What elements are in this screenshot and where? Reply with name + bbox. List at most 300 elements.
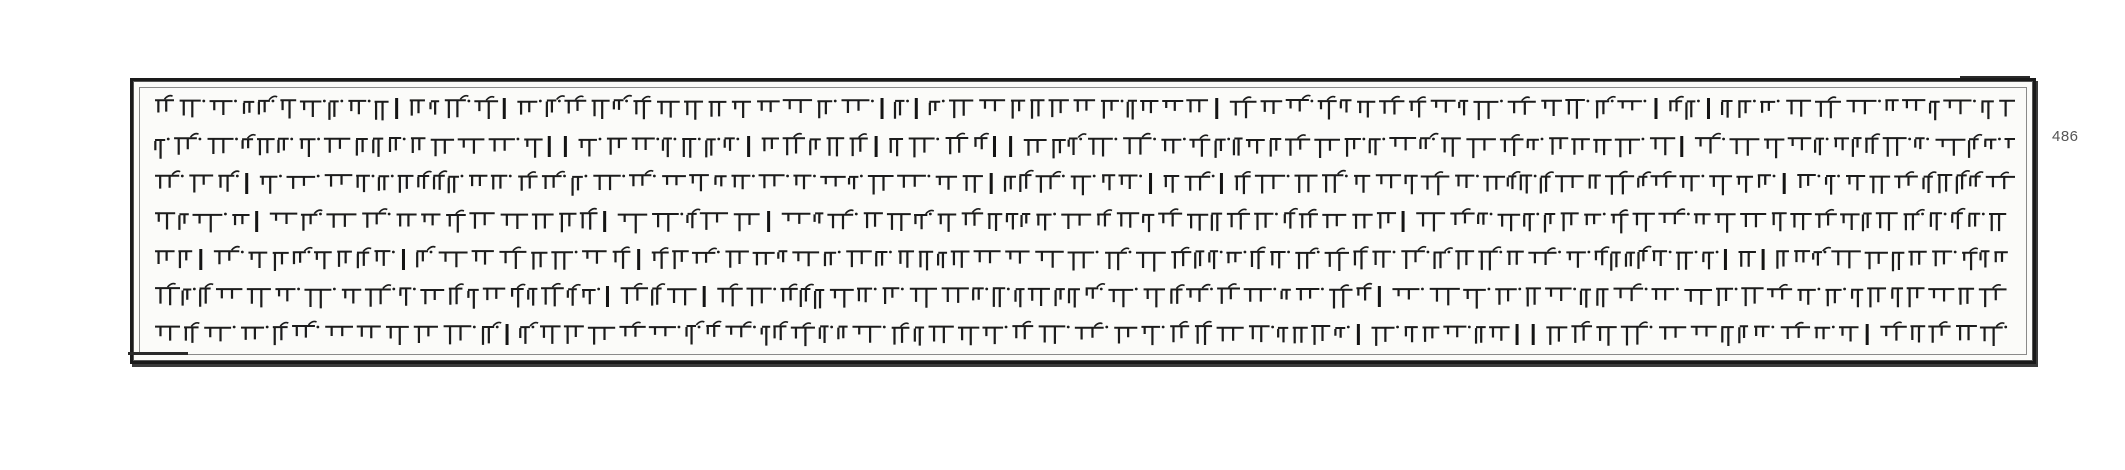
script-glyph [1593, 139, 1611, 155]
script-glyph [875, 251, 887, 266]
tsheg-dot [698, 326, 701, 329]
script-glyph [1969, 176, 1981, 187]
script-glyph [791, 327, 815, 347]
script-glyph [375, 101, 389, 121]
vowel-mark [1338, 171, 1346, 175]
script-glyph [1187, 214, 1208, 231]
manuscript-folio [130, 78, 2036, 364]
script-glyph [546, 100, 557, 118]
script-glyph [817, 100, 832, 118]
script-glyph [1540, 176, 1551, 194]
script-glyph [1932, 250, 1952, 266]
tsheg-dot [656, 137, 659, 140]
script-glyph [958, 327, 979, 346]
script-glyph [1527, 138, 1539, 149]
script-glyph [1968, 213, 1980, 227]
script-glyph [657, 101, 680, 118]
script-glyph [1715, 213, 1736, 232]
vowel-mark [1522, 97, 1530, 101]
script-glyph [1610, 251, 1621, 270]
tsheg-dot [333, 288, 336, 291]
script-glyph [1430, 288, 1460, 306]
script-glyph [1405, 326, 1418, 342]
script-glyph [619, 326, 645, 337]
vowel-mark [557, 96, 565, 100]
script-glyph [421, 213, 440, 225]
script-glyph [293, 251, 306, 264]
tsheg-dot [1817, 175, 1820, 178]
tsheg-dot [308, 250, 311, 253]
script-glyph [1495, 288, 1517, 305]
tsheg-dot [622, 175, 625, 178]
script-glyph [1186, 99, 1208, 112]
script-glyph [714, 176, 726, 187]
script-glyph [1473, 101, 1498, 120]
script-glyph [1788, 137, 1812, 150]
script-glyph [155, 99, 174, 112]
tsheg-dot [1273, 288, 1276, 291]
tsheg-dot [167, 137, 170, 140]
tsheg-dot [901, 288, 904, 291]
script-glyph [337, 250, 352, 266]
vowel-mark [1243, 172, 1251, 176]
tsheg-dot [1490, 213, 1493, 216]
tsheg-dot [1837, 175, 1840, 178]
vowel-mark [231, 171, 239, 175]
script-glyph [734, 213, 760, 231]
tsheg-dot [1973, 100, 1976, 103]
script-glyph [1555, 176, 1584, 193]
tsheg-dot [1007, 288, 1010, 291]
script-glyph [1500, 138, 1524, 156]
script-glyph [814, 289, 824, 309]
script-glyph [439, 251, 468, 267]
script-glyph [1611, 214, 1629, 234]
tsheg-dot [1317, 250, 1320, 253]
vowel-mark [1290, 209, 1298, 213]
tsheg-dot [1954, 250, 1957, 253]
tsheg-dot [532, 326, 535, 329]
vowel-mark [1302, 95, 1310, 99]
script-glyph [800, 288, 811, 307]
script-glyph [753, 252, 775, 266]
script-glyph [682, 138, 696, 158]
script-glyph [1108, 289, 1133, 307]
vowel-mark [1677, 209, 1685, 213]
script-glyph [1230, 101, 1257, 119]
script-glyph [1285, 138, 1310, 155]
script-glyph [324, 137, 350, 152]
vowel-mark [806, 285, 814, 289]
script-glyph [1862, 212, 1872, 231]
script-glyph [1244, 288, 1272, 302]
vowel-mark [269, 96, 277, 100]
script-glyph [1739, 251, 1756, 267]
script-glyph [356, 138, 368, 156]
vowel-mark [280, 322, 288, 326]
script-glyph [705, 138, 716, 157]
script-glyph [1968, 138, 1979, 158]
script-glyph [1071, 176, 1091, 196]
script-glyph [1284, 212, 1296, 228]
script-glyph [474, 100, 498, 119]
tsheg-dot [1982, 213, 1985, 216]
script-glyph [1989, 213, 2006, 231]
tsheg-dot [855, 213, 858, 216]
script-glyph [731, 175, 750, 190]
vowel-mark [1643, 172, 1651, 176]
tsheg-dot [413, 288, 416, 291]
script-glyph [180, 100, 201, 118]
tsheg-dot [473, 326, 476, 329]
vowel-mark [743, 322, 751, 326]
script-line-1-glyphs [151, 93, 2015, 123]
script-glyph [1005, 250, 1029, 263]
script-glyph [1814, 137, 1824, 155]
tsheg-dot [1421, 288, 1424, 291]
vowel-mark [168, 284, 176, 288]
tsheg-dot [1536, 213, 1539, 216]
script-glyph [1736, 176, 1753, 193]
script-glyph [348, 100, 366, 114]
vowel-mark [1620, 172, 1628, 176]
tsheg-dot [786, 175, 789, 178]
script-glyph [1767, 289, 1792, 300]
tsheg-dot [517, 137, 520, 140]
tsheg-dot [860, 175, 863, 178]
vowel-mark [1643, 246, 1651, 250]
script-glyph [1928, 288, 1954, 301]
script-glyph [1144, 289, 1165, 308]
script-glyph [783, 137, 805, 155]
tsheg-dot [1476, 175, 1479, 178]
script-glyph [1357, 101, 1375, 118]
vowel-mark [803, 323, 811, 327]
script-glyph [444, 325, 472, 344]
script-glyph [725, 326, 751, 338]
tsheg-dot [1210, 288, 1213, 291]
script-glyph [467, 289, 478, 309]
tsheg-dot [1722, 137, 1725, 140]
script-glyph [431, 138, 454, 156]
script-glyph [178, 213, 188, 230]
script-glyph [1825, 175, 1836, 195]
script-glyph [1074, 99, 1096, 112]
script-glyph [417, 175, 429, 189]
script-glyph [1596, 100, 1609, 118]
script-glyph [1371, 327, 1394, 346]
script-glyph [618, 214, 648, 234]
script-glyph [184, 326, 199, 343]
vowel-mark [423, 172, 431, 176]
tsheg-dot [558, 100, 561, 103]
script-glyph [1068, 137, 1078, 155]
script-glyph [1544, 213, 1555, 233]
vowel-mark [1364, 284, 1372, 288]
manuscript-text-block [151, 93, 2015, 349]
vowel-mark [530, 322, 538, 326]
script-glyph [1369, 138, 1381, 155]
script-line-2 [151, 131, 2015, 161]
script-glyph [411, 137, 426, 153]
vowel-mark [1053, 172, 1061, 176]
vowel-mark [1025, 171, 1033, 175]
script-glyph [1101, 100, 1119, 119]
vowel-mark [383, 285, 391, 289]
tsheg-dot [625, 100, 628, 103]
script-glyph [1186, 288, 1208, 302]
tsheg-dot [653, 175, 656, 178]
tsheg-dot [241, 250, 244, 253]
script-glyph [1936, 138, 1966, 155]
tsheg-dot [1926, 137, 1929, 140]
tsheg-dot [838, 250, 841, 253]
vowel-mark [1202, 285, 1210, 289]
tsheg-dot [1310, 100, 1313, 103]
script-glyph [1421, 176, 1450, 196]
script-glyph [472, 250, 494, 265]
script-glyph [1140, 100, 1158, 113]
script-glyph [1520, 175, 1532, 194]
script-line-7-glyphs [151, 319, 2015, 349]
tsheg-dot [985, 288, 988, 291]
tsheg-dot [753, 326, 756, 329]
script-glyph [275, 288, 295, 301]
vowel-mark [696, 321, 704, 325]
script-glyph [1883, 137, 1907, 157]
script-glyph [1277, 327, 1288, 343]
script-glyph [1613, 288, 1643, 302]
script-glyph [632, 137, 655, 150]
script-glyph [909, 137, 935, 157]
script-glyph [1825, 289, 1841, 306]
script-glyph [1004, 176, 1016, 192]
vowel-mark [1418, 97, 1426, 101]
script-glyph [633, 100, 651, 119]
script-glyph [1596, 288, 1608, 307]
script-glyph [214, 250, 239, 264]
script-glyph [1455, 250, 1474, 269]
tsheg-dot [1114, 137, 1117, 140]
script-glyph [883, 288, 900, 305]
script-glyph [1235, 176, 1251, 195]
script-glyph [1162, 100, 1183, 111]
script-glyph [1141, 326, 1160, 345]
script-glyph [1314, 138, 1340, 157]
tsheg-dot [1642, 137, 1645, 140]
script-glyph [1020, 213, 1030, 227]
tsheg-dot [584, 175, 587, 178]
script-glyph [757, 100, 780, 112]
script-glyph [1340, 99, 1352, 112]
tsheg-dot [233, 326, 236, 329]
script-glyph [1812, 251, 1822, 266]
tsheg-dot [575, 250, 578, 253]
vowel-mark [1228, 284, 1236, 288]
tsheg-dot [698, 137, 701, 140]
vowel-mark [1582, 322, 1590, 326]
vowel-mark [552, 284, 560, 288]
script-glyph [993, 288, 1005, 308]
vowel-mark [1828, 97, 1836, 101]
script-glyph [551, 251, 573, 270]
script-glyph [1507, 176, 1517, 190]
script-glyph [542, 175, 562, 189]
script-glyph [232, 214, 249, 225]
script-glyph [357, 251, 369, 268]
script-glyph [2005, 138, 2015, 151]
script-glyph [389, 137, 401, 152]
vowel-mark [1238, 209, 1246, 213]
tsheg-dot [1603, 213, 1606, 216]
script-glyph [1669, 100, 1682, 111]
tsheg-dot [467, 100, 470, 103]
script-glyph [621, 288, 648, 305]
tsheg-dot [1558, 250, 1561, 253]
script-glyph [1322, 214, 1346, 228]
script-glyph [1625, 251, 1635, 266]
script-glyph [178, 250, 192, 268]
vowel-mark [1928, 172, 1936, 176]
script-glyph [929, 101, 940, 115]
vowel-mark [1620, 210, 1628, 214]
script-glyph [325, 326, 353, 336]
vowel-mark [657, 284, 665, 288]
vowel-mark [1894, 322, 1902, 326]
script-glyph [725, 250, 748, 267]
tsheg-dot [1534, 175, 1537, 178]
script-glyph [1904, 213, 1920, 230]
vowel-mark [589, 209, 597, 213]
vowel-mark [794, 133, 802, 137]
vowel-mark [1970, 248, 1978, 252]
tsheg-dot [266, 326, 269, 329]
vowel-mark [845, 210, 853, 214]
script-glyph [889, 138, 903, 156]
tsheg-dot [599, 137, 602, 140]
script-glyph [1702, 251, 1714, 269]
tsheg-dot [752, 175, 755, 178]
script-glyph [1443, 326, 1466, 338]
tsheg-dot [1393, 250, 1396, 253]
tsheg-dot [942, 100, 945, 103]
vowel-mark [645, 171, 653, 175]
vowel-mark [957, 133, 965, 137]
script-glyph [1596, 326, 1616, 346]
tsheg-dot [224, 213, 227, 216]
script-glyph [652, 251, 669, 268]
script-glyph [962, 212, 983, 225]
script-glyph [564, 325, 584, 344]
tsheg-dot [906, 100, 909, 103]
script-glyph [919, 250, 933, 270]
script-glyph [1846, 175, 1865, 190]
script-glyph [374, 250, 390, 266]
script-glyph [1164, 175, 1180, 193]
script-glyph [1233, 137, 1243, 155]
tsheg-dot [509, 175, 512, 178]
tsheg-dot [936, 137, 939, 140]
vowel-mark [780, 322, 788, 326]
vowel-mark [660, 248, 668, 252]
vowel-mark [379, 209, 387, 213]
tsheg-dot [1321, 288, 1324, 291]
tsheg-dot [1908, 137, 1911, 140]
script-line-4-glyphs [151, 206, 2015, 236]
script-glyph [582, 289, 596, 304]
script-glyph [1475, 326, 1486, 344]
vowel-mark [1601, 247, 1609, 251]
script-glyph [524, 138, 542, 157]
vowel-mark [1341, 285, 1349, 289]
script-glyph [1984, 138, 1996, 149]
script-glyph [1311, 325, 1330, 345]
script-glyph [672, 250, 689, 269]
script-glyph [662, 175, 686, 185]
script-glyph [1815, 101, 1841, 119]
script-glyph [949, 100, 973, 119]
vowel-mark [427, 246, 435, 250]
tsheg-dot [1817, 288, 1820, 291]
script-glyph [837, 326, 847, 340]
vowel-mark [1996, 323, 2004, 327]
script-glyph [155, 250, 175, 264]
script-glyph [914, 214, 927, 229]
script-glyph [974, 137, 987, 149]
script-glyph [1353, 250, 1367, 269]
script-glyph [174, 137, 197, 155]
script-glyph [689, 174, 709, 191]
script-glyph [846, 250, 872, 267]
script-glyph [155, 326, 180, 341]
script-glyph [773, 325, 786, 340]
script-glyph [1061, 214, 1091, 229]
vowel-mark [1713, 133, 1721, 137]
vowel-mark [624, 96, 632, 100]
script-glyph [193, 214, 223, 233]
tsheg-dot [316, 326, 319, 329]
script-glyph [458, 138, 485, 153]
script-glyph [1208, 250, 1218, 269]
script-glyph [1296, 288, 1319, 300]
vowel-mark [1327, 97, 1335, 101]
script-glyph [372, 137, 383, 156]
script-glyph [1709, 176, 1732, 196]
script-glyph [1507, 250, 1524, 264]
script-glyph [1561, 212, 1579, 231]
script-glyph [518, 176, 537, 191]
script-glyph [1136, 251, 1166, 271]
script-glyph [1834, 137, 1849, 150]
script-glyph [1659, 326, 1686, 339]
script-glyph [1030, 99, 1044, 119]
script-glyph [1741, 288, 1763, 307]
tsheg-dot [1135, 288, 1138, 291]
print-smudge [1960, 76, 2030, 78]
script-glyph [651, 288, 662, 306]
tsheg-dot [1500, 100, 1503, 103]
tsheg-dot [1487, 288, 1490, 291]
tsheg-dot [1843, 288, 1846, 291]
script-glyph [1088, 137, 1113, 156]
script-glyph [946, 137, 969, 154]
tsheg-dot [1773, 175, 1776, 178]
script-glyph [709, 101, 727, 117]
vowel-mark [248, 134, 256, 138]
script-glyph [1684, 289, 1712, 305]
script-glyph [247, 288, 271, 307]
script-glyph [1846, 100, 1876, 114]
